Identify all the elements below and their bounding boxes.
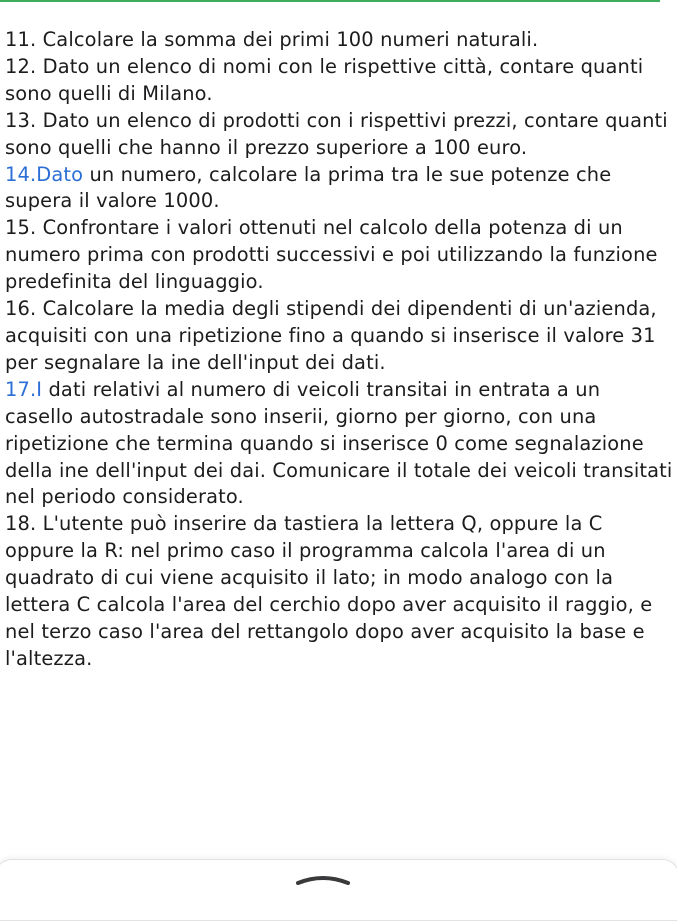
- exercise-number-link[interactable]: 14.Dato: [5, 162, 84, 186]
- exercise-text: un numero, calcolare la prima tra le sue potenze che supera il valore 1000.: [5, 162, 612, 213]
- exercise-13: [5, 108, 673, 162]
- bottom-sheet[interactable]: [0, 859, 677, 921]
- exercise-12: [5, 54, 673, 108]
- exercise-text: Calcolare la somma dei primi 100 numeri naturali.: [36, 28, 539, 51]
- exercise-number: 13.: [5, 108, 37, 132]
- exercise-14: [5, 162, 673, 216]
- chevron-up-icon[interactable]: [295, 875, 351, 885]
- exercise-15: [5, 215, 673, 296]
- exercise-text: Calcolare la media degli stipendi dei dipendenti di un'azienda, acquisiti con una ripetizione fino a quando si inserisce il valore 31 per segnalare la ine dell'input dei dati.: [5, 297, 657, 374]
- exercise-number-link[interactable]: 17.I: [5, 377, 43, 401]
- exercise-18: [5, 511, 673, 672]
- exercise-16: [5, 296, 673, 377]
- exercise-number: 11.: [5, 28, 37, 51]
- exercise-number: 15.: [5, 216, 37, 240]
- exercise-text: L'utente può inserire da tastiera la lettera Q, oppure la C oppure la R: nel primo caso il programma calcola l'area di un quadrato di cui viene acquisito il lato; in modo analogo con la lettera C calcola l'area del cerchio dopo aver acquisito il raggio, e nel terzo caso l'area del rettangolo dopo aver acquisito la base e l'altezza.: [5, 512, 653, 670]
- exercise-text: Dato un elenco di prodotti con i rispettivi prezzi, contare quanti sono quelli che hanno il prezzo superiore a 100 euro.: [5, 108, 668, 159]
- exercise-text: Confrontare i valori ottenuti nel calcolo della potenza di un numero prima con prodotti successivi e poi utilizzando la funzione predefinita del linguaggio.: [5, 216, 658, 294]
- document-text: [5, 27, 673, 673]
- exercise-number: 18.: [5, 512, 37, 536]
- top-divider: [0, 0, 660, 2]
- exercise-number: 12.: [5, 54, 37, 78]
- exercise-number: 16.: [5, 297, 37, 321]
- exercise-text: Dato un elenco di nomi con le rispettive città, contare quanti sono quelli di Milano.: [5, 54, 644, 105]
- exercise-11: [5, 27, 673, 54]
- exercise-text: dati relativi al numero di veicoli transitai in entrata a un casello autostradale sono inserii, giorno per giorno, con una ripetizione che termina quando si inserisce 0 come segnalazione della ine dell'input dei dai. Comunicare il totale dei veicoli transitati nel periodo considerato.: [5, 377, 673, 509]
- exercise-17: [5, 377, 673, 512]
